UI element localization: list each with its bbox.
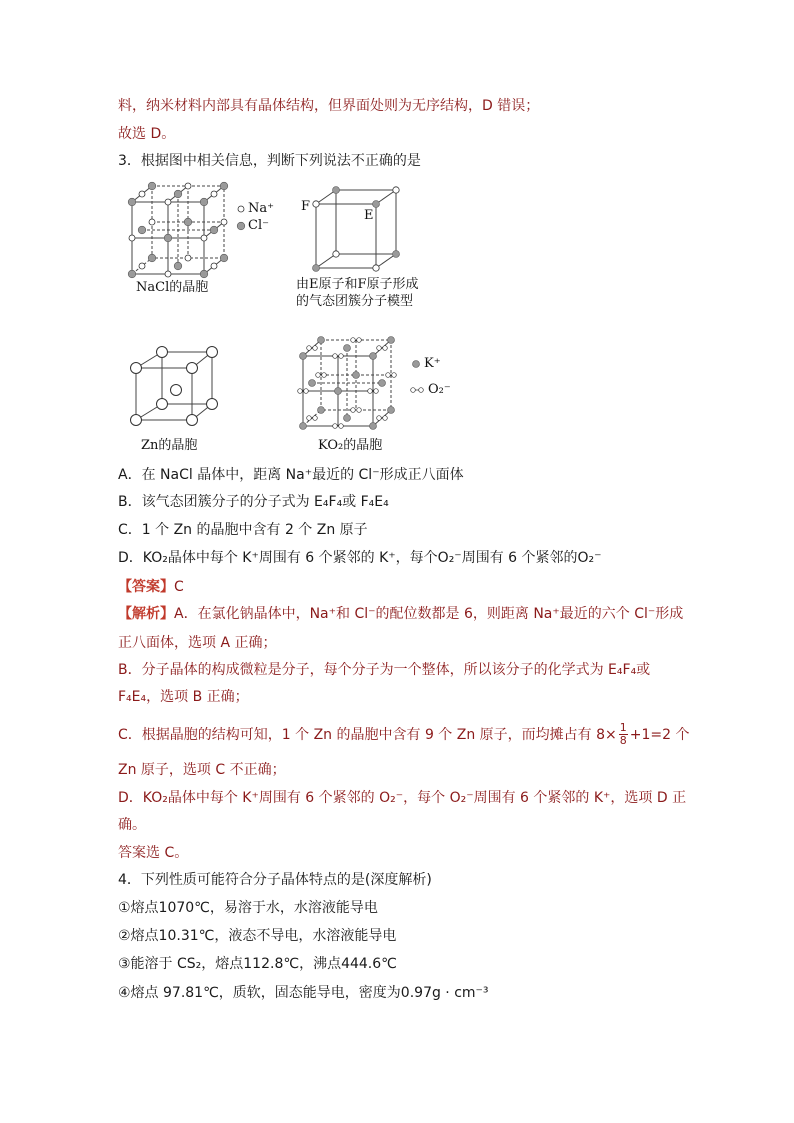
- option-d: D．KO₂晶体中每个 K⁺周围有 6 个紧邻的 K⁺，每个O₂⁻周围有 6 个紧邻的O₂⁻: [118, 550, 602, 566]
- analysis-line-c1: [118, 722, 690, 747]
- q4-item-3: ③能溶于 CS₂，熔点112.8℃，沸点444.6℃: [118, 956, 397, 972]
- fraction-one-eighth: [619, 722, 628, 747]
- q4-item-2: ②熔点10.31℃，液态不导电，水溶液能导电: [118, 928, 397, 944]
- cluster-label-e: E: [364, 208, 374, 223]
- analysis-text-c1-post: +1=2 个: [629, 726, 690, 743]
- analysis-end: 答案选 C。: [118, 845, 189, 861]
- zn-caption: Zn的晶胞: [141, 438, 198, 453]
- nacl-cell-figure: [124, 180, 234, 280]
- option-c: C．1 个 Zn 的晶胞中含有 2 个 Zn 原子: [118, 522, 368, 538]
- ko2-cell-figure: [297, 334, 397, 430]
- option-a: A．在 NaCl 晶体中，距离 Na⁺最近的 Cl⁻形成正八面体: [118, 467, 464, 483]
- o2-legend-icon: [409, 386, 425, 394]
- ko2-caption: KO₂的晶胞: [318, 438, 383, 453]
- analysis-line-c2: Zn 原子，选项 C 不正确；: [118, 762, 286, 778]
- q4-item-1: ①熔点1070℃，易溶于水，水溶液能导电: [118, 900, 378, 916]
- analysis-line-a2: 正八面体，选项 A 正确；: [118, 635, 277, 651]
- q4-item-4: ④熔点 97.81℃，质软，固态能导电，密度为0.97g · cm⁻³: [118, 985, 489, 1001]
- k-legend-icon: [411, 359, 421, 369]
- fraction-denominator: 8: [619, 734, 627, 747]
- nacl-caption: NaCl的晶胞: [136, 280, 209, 295]
- fraction-numerator: 1: [619, 721, 627, 734]
- analysis-line-d1: D．KO₂晶体中每个 K⁺周围有 6 个紧邻的 O₂⁻，每个 O₂⁻周围有 6 个紧邻的 K⁺，选项 D 正: [118, 790, 687, 806]
- analysis-line-d2: 确。: [118, 817, 146, 833]
- analysis-text-c1-pre: C．根据晶胞的结构可知，1 个 Zn 的晶胞中含有 9 个 Zn 原子，而均摊占有 8×: [118, 726, 617, 743]
- cluster-caption-line-2: 的气态团簇分子模型: [296, 294, 414, 309]
- nacl-legend-na: Na⁺: [248, 201, 274, 216]
- analysis-line-b1: B．分子晶体的构成微粒是分子，每个分子为一个整体，所以该分子的化学式为 E₄F₄或: [118, 662, 651, 678]
- na-legend-icon: [236, 204, 246, 214]
- continuation-line-1: 料，纳米材料内部具有晶体结构，但界面处则为无序结构，D 错误；: [118, 98, 540, 114]
- analysis-tag: 【解析】: [118, 606, 174, 622]
- zn-cell-figure: [126, 348, 222, 430]
- question-3-stem: 3．根据图中相关信息，判断下列说法不正确的是: [118, 153, 421, 169]
- answer-value: C: [174, 579, 184, 595]
- ko2-legend-k: K⁺: [424, 356, 441, 371]
- analysis-text-a1: A．在氯化钠晶体中，Na⁺和 Cl⁻的配位数都是 6，则距离 Na⁺最近的六个 Cl⁻形成: [174, 606, 684, 622]
- option-b: B．该气态团簇分子的分子式为 E₄F₄或 F₄E₄: [118, 494, 389, 510]
- cluster-caption-line-1: 由E原子和F原子形成: [296, 277, 419, 292]
- answer-tag: 【答案】: [118, 579, 174, 595]
- analysis-line-b2: F₄E₄，选项 B 正确；: [118, 689, 249, 705]
- analysis-line-a1: [118, 604, 683, 624]
- cl-legend-icon: [236, 221, 246, 231]
- nacl-legend-cl: Cl⁻: [248, 218, 269, 233]
- cluster-molecule-figure: [308, 186, 408, 276]
- question-4-stem: 4．下列性质可能符合分子晶体特点的是(深度解析): [118, 872, 432, 888]
- ko2-legend-o2: O₂⁻: [428, 382, 451, 397]
- cluster-label-f: F: [301, 199, 311, 214]
- answer-line: [118, 577, 184, 597]
- continuation-line-2: 故选 D。: [118, 126, 176, 142]
